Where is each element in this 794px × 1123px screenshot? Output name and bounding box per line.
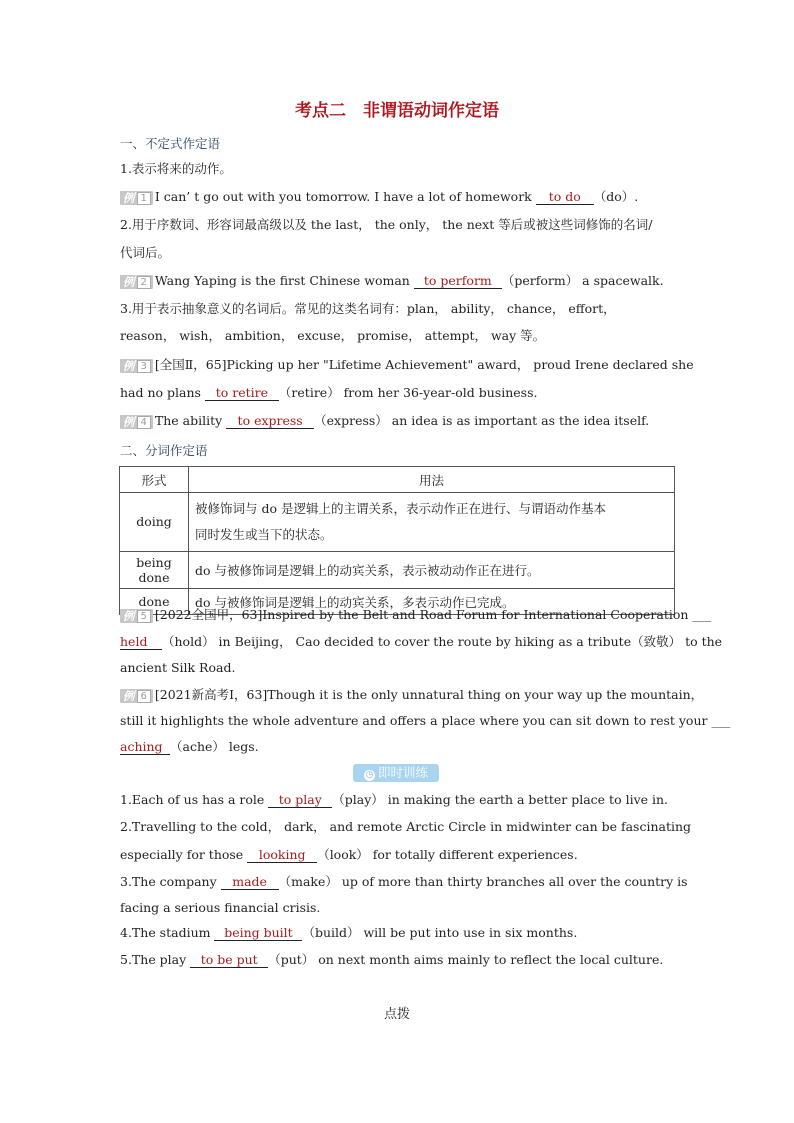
table-header-form: 形式 bbox=[120, 467, 189, 493]
example-1: 例 1 I can’ t go out with you tomorrow. I have a lot of homework to do （do）. bbox=[120, 189, 638, 205]
answer-blank: being built bbox=[214, 926, 302, 941]
table-row bbox=[120, 552, 675, 589]
example-3-line-1: 例 3 [全国Ⅱ，65]Picking up her "Lifetime Achievement" award， proud Irene declared she bbox=[120, 357, 694, 373]
example-badge: 例 1 bbox=[120, 191, 153, 205]
example-badge: 例 4 bbox=[120, 415, 153, 429]
training-item-3-line-2: facing a serious financial crisis. bbox=[120, 900, 321, 915]
answer-blank: to do bbox=[536, 190, 594, 205]
training-item-5: 5.The play to be put （put） on next month aims mainly to reflect the local culture. bbox=[120, 952, 664, 967]
example-2: 例 2 Wang Yaping is the first Chinese woman to perform （perform） a spacewalk. bbox=[120, 273, 664, 289]
training-item-2-line-2: especially for those looking （look） for totally different experiences. bbox=[120, 847, 578, 862]
point-3-line-2: reason， wish， ambition， excuse， promise， attempt， way 等。 bbox=[120, 328, 546, 343]
example-badge: 例 3 bbox=[120, 359, 153, 373]
training-item-2-line-1: 2.Travelling to the cold， dark， and remote Arctic Circle in midwinter can be fascinating bbox=[120, 819, 692, 834]
section-heading-infinitive: 一、不定式作定语 bbox=[120, 136, 221, 151]
answer-blank: made bbox=[221, 875, 279, 890]
example-badge: 例 6 bbox=[120, 689, 153, 703]
answer-blank: looking bbox=[247, 848, 317, 863]
answer-blank: held bbox=[120, 635, 162, 650]
example-6-line-3: aching （ache） legs. bbox=[120, 739, 259, 754]
participle-table bbox=[119, 466, 675, 615]
answer-blank: to express bbox=[226, 414, 314, 429]
answer-blank: aching bbox=[120, 740, 170, 755]
example-4: 例 4 The ability to express （express） an idea is as important as the idea itself. bbox=[120, 413, 649, 429]
point-3-line-1: 3.用于表示抽象意义的名词后。常见的这类名词有：plan， ability， chance， effort， bbox=[120, 301, 616, 316]
answer-blank: to be put bbox=[190, 953, 268, 968]
table-cell-form: done bbox=[120, 589, 189, 615]
example-6-line-1: 例 6 [2021新高考Ⅰ，63]Though it is the only unnatural thing on your way up the mountain， bbox=[120, 687, 703, 703]
table-header-usage: 用法 bbox=[189, 467, 675, 493]
training-item-1: 1.Each of us has a role to play （play） in making the earth a better place to live in. bbox=[120, 792, 669, 807]
example-badge: 例 5 bbox=[120, 609, 153, 623]
point-1: 1.表示将来的动作。 bbox=[120, 161, 232, 176]
example-5-line-2: held （hold） in Beijing， Cao decided to cover the route by hiking as a tribute（致敬） to the bbox=[120, 634, 723, 649]
footer-tip-label: 点拨 bbox=[383, 1007, 410, 1022]
training-item-4: 4.The stadium being built （build） will be put into use in six months. bbox=[120, 925, 578, 940]
table-cell-usage: do 与被修饰词是逻辑上的动宾关系，表示被动动作正在进行。 bbox=[189, 552, 675, 589]
example-6-line-2: still it highlights the whole adventure and offers a place where you can sit down to rest your ___ bbox=[120, 713, 731, 728]
answer-blank: to retire bbox=[205, 386, 279, 401]
point-2-line-1: 2.用于序数词、形容词最高级以及 the last， the only， the next 等后或被这些词修饰的名词/ bbox=[120, 217, 653, 232]
example-5-line-3: ancient Silk Road. bbox=[120, 660, 236, 675]
clock-icon: ◷ bbox=[365, 770, 374, 780]
example-badge: 例 2 bbox=[120, 275, 153, 289]
table-cell-usage: 被修饰词与 do 是逻辑上的主谓关系，表示动作正在进行、与谓语动作基本 同时发生或当下的状态。 bbox=[189, 493, 675, 552]
table-cell-usage: do 与被修饰词是逻辑上的动宾关系，多表示动作已完成。 bbox=[189, 589, 675, 615]
training-item-3-line-1: 3.The company made （make） up of more than thirty branches all over the country is bbox=[120, 874, 688, 889]
example-5-line-1: 例 5 [2022全国甲，63]Inspired by the Belt and Road Forum for International Cooperation ___ bbox=[120, 607, 711, 623]
table-header-row bbox=[120, 467, 675, 493]
training-label: ◷ 即时训练 bbox=[353, 764, 439, 782]
answer-blank: to play bbox=[268, 793, 332, 808]
example-3-line-2: had no plans to retire （retire） from her 36-year-old business. bbox=[120, 385, 538, 400]
answer-blank: to perform bbox=[414, 274, 502, 289]
table-row bbox=[120, 493, 675, 552]
table-cell-form: doing bbox=[120, 493, 189, 552]
table-cell-form: being done bbox=[120, 552, 189, 589]
point-2-line-2: 代词后。 bbox=[120, 245, 171, 260]
page-title: 考点二 非谓语动词作定语 bbox=[295, 101, 499, 121]
section-heading-participle: 二、分词作定语 bbox=[120, 443, 208, 458]
